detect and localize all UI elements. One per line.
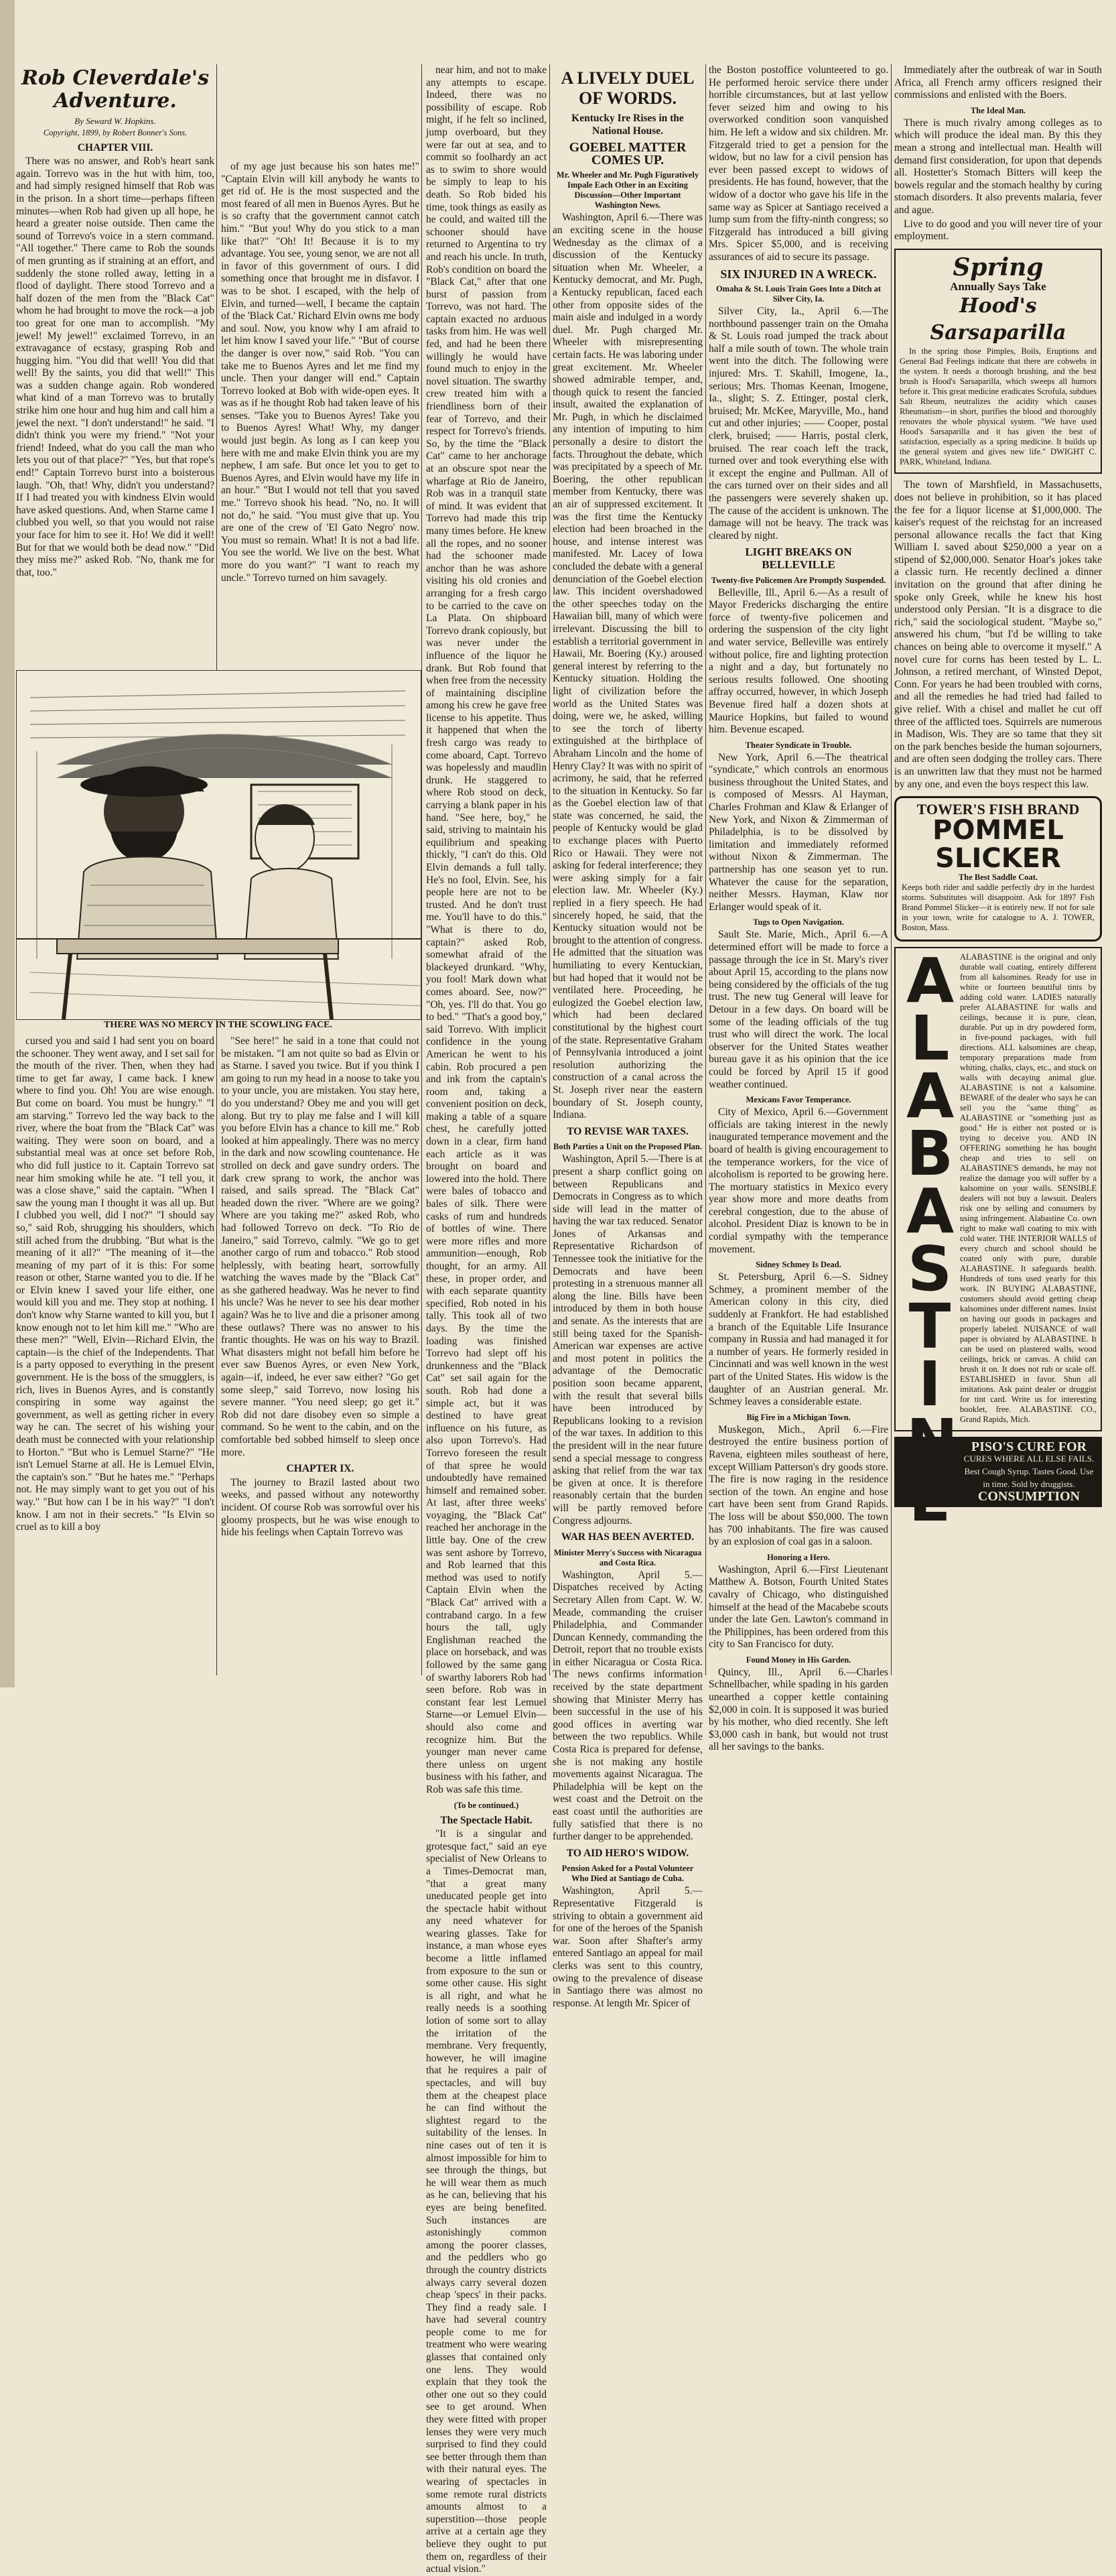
column-1 bbox=[16, 64, 214, 667]
article-text: the Boston postoffice volunteered to go. He performed heroic service there under horrible circumstances, but at last yellow fever seized him and owing to his overworked condition soon vanquished him. He left a widow and six children. Mr. Fitzgerald tried to get a pension for the widow, but no law for a civil pension has ever been passed except to widows of presidents. He has found, however, that the widow of a doctor who gave his life in the same way as Spicer at Santiago received a lump sum from the fifty-ninth congress; so Fitzgerald has introduced a bill giving Mrs. Spicer $5,000, and is receiving assurances of aid to secure its passage. bbox=[709, 64, 888, 263]
article-heading: The Spectacle Habit. bbox=[440, 1814, 533, 1826]
article-text: Silver City, Ia., April 6.—The northbound passenger train on the Omaha & St. Louis road jumped the track about half a mile south of town. The whole train went into the ditch. The following were injured: Mrs. T. Skahill, Imogene, Ia., serious; Mrs. Thomas Keenan, Imogene, Ia., slight; S. Z. Ettinger, postal clerk, bruised; Mr. McKee, Maryville, Mo., hand cut and other injuries; —— Cooper, postal clerk, bruised; —— Harris, postal clerk, bruised. The rear coach left the track, turned over and took everything else with it except the engine and Pullman. All of the cars turned over on their sides and all the passengers were severely shaken up. The cause of the accident is unknown. The damage will not be heavy. The track was cleared by night. bbox=[709, 306, 888, 541]
article-heading: Big Fire in a Michigan Town. bbox=[746, 1412, 851, 1422]
article-heading: LIGHT BREAKS ON BELLEVILLE bbox=[745, 545, 852, 571]
subheadline: Kentucky Ire Rises in the National House. bbox=[571, 113, 684, 137]
column-5 bbox=[709, 64, 888, 1753]
article-text: The town of Marshfield, in Massachusetts, does not believe in prohibition, so it has placed the fee for a liquor license at $1,000,000. The kaiser's request of the reichstag for an increased personal allowance recalls the fact that King William I. saved about $250,000 a year on a stipend of $2,000,000. Senator Hoar's jokes take a classic turn. He recently declined a dinner invitation on the ground that after dining he spoke only Greek, while he knew his host understood only Persian. "It is a disgrace to die rich," said the sociological student. "Maybe so," answered his chum, "but I'd be willing to take chances on being able to overcome it myself." A novel cure for corns has been tested by L. L. Johnson, a retired merchant, of Winsted Depot, Conn. For years he had been troubled with corns, and all the remedies he had tried had failed to give relief. With a chisel and mallet he cut off three of the afflicted toes. Squirrels are numerous in Madison, Wis. They are so tame that they sit on the park benches beside the human sojourners, and are often seen dodging the trolley cars. There is an unwritten law that they must not be harmed by any one, and even the boys respect this law. bbox=[894, 479, 1102, 790]
headline: A LIVELY DUEL OF WORDS. bbox=[561, 68, 695, 108]
ad-line: CURES WHERE ALL ELSE FAILS. Best Cough Syrup. Tastes Good. Use in time. Sold by druggists. bbox=[963, 1454, 1095, 1489]
ad-brand: Hood's Sarsaparilla bbox=[930, 294, 1066, 345]
article-text: New York, April 6.—The theatrical "syndicate," which controls an enormous business throughout the United States, and is composed of Messrs. Al Hayman, Charles Frohman and Klaw & Erlanger of New York, and Nixon & Zimmerman of Philadelphia, is to be dissolved by limitation and immediately reformed without Nixon & Zimmerman. The partnership has one season yet to run. Whatever the cause for the separation, neither Messrs. Hayman, Klaw nor Erlanger would speak of it. bbox=[709, 751, 888, 913]
article-heading: Honoring a Hero. bbox=[767, 1552, 830, 1562]
story-text: near him, and not to make any attempts to escape. Indeed, there was no possibility of escape. Rob might, if he felt so inclined, jump overboard, but they were far out at sea, and to commit so foolhardy an act as to swim to shore would be simply to leap to his death. So Rob bided his time, took things as easily as he could, and waited till the schooner should have returned to Argentina to try and reach his uncle. In truth, Rob's condition on board the "Black Cat," after that one burst of passion from Torrevo, was not hard. The captain exacted no arduous tasks from him. He was well fed, and had he been there willingly he would have found much to enjoy in the novel situation. The swarthy crew treated him with a friendliness born of their fear of Torrevo, and their respect for Torrevo's friends. So, by the time the "Black Cat" came to her anchorage at an obscure spot near the wharfage at Rio de Janeiro, Rob was in a tranquil state of mind. It was evident that Torrevo had made this trip many times before. He knew all the ropes, and no sooner had the schooner made anchor than he was ashore visiting his old cronies and arranging for a fresh cargo to be carried to the cave on La Plata. On shipboard Torrevo drank copiously, but was never under the influence of the liquor he drank. But Rob found that when free from the necessity of maintaining discipline among his crew he gave free license to his appetite. Thus it happened that when the fresh cargo was ready to come aboard, Capt. Torrevo was hopelessly and maudlin drunk. He staggered to where Rob stood on deck, carrying a blank paper in his hand. "See here, boy," he said, striving to maintain his equilibrium and speaking thickly, "I can't do this. Old Elvin demands a full tally. He's no fool, Elvin. See, his people here are not to be trusted. And he don't trust me. You'll have to do this." "What is there to do, captain?" asked Rob, somewhat afraid of the blackeyed drunkard. "Why, you fool! Mark down what comes aboard. See, now?" "Oh, yes. I'll do that. You go to bed." "That's a good boy," said Torrevo. With implicit confidence in the young American he went to his cabin. Rob procured a pen and ink from the captain's room and, taking a convenient position on deck, making a table of a square chest, he carefully jotted down in a clear, firm hand each article as it was brought on board and lowered into the hold. There were bales of tobacco and bales of silk. There were casks of rum and hundreds of bottles of wine. There were more rifles and more ammunition—enough, Rob thought, for an army. All these, in proper order, and with each separate quantity specified, Rob noted in his tally. This took all of two days. By the time the loading was finished Torrevo had slept off his drunkenness and the "Black Cat" set sail again for the south. Rob had done a simple act, but it was destined to have great influence on his future, as also upon Torrevo's. Had Torrevo foreseen the result of that spree he would undoubtedly have remained himself and remained sober. At last, after three weeks' voyaging, the "Black Cat" reached her anchorage in the little bay. One of the crew was sent ashore by Torrevo, and Rob learned that this method was used to notify Captain Elvin when the "Black Cat" arrived with a contraband cargo. In a few hours the tall, ugly Englishman reached the place on horseback, and was followed by the same gang of swarthy laborers Rob had seen before. Rob was in constant fear lest Lemuel Starne—or Lemuel Elvin—should also come and recognize him. But the younger man never came there unless on urgent business with his father, and Rob was safe this time. bbox=[426, 64, 547, 1795]
alabastine-vertical-word bbox=[900, 944, 960, 1535]
ad-product: POMMEL SLICKER bbox=[932, 814, 1064, 874]
continued-note: (To be continued.) bbox=[454, 1800, 519, 1810]
deck: Omaha & St. Louis Train Goes Into a Ditch at Silver City, Ia. bbox=[715, 284, 882, 304]
torn-edge bbox=[0, 0, 15, 1687]
article-text: Belleville, Ill., April 6.—As a result of Mayor Fredericks discharging the entire force of twenty-five policemen and ordering the suspension of the city light and water service, Belleville was entirely without police, fire and lighting protection a night and a day, but fortunately no serious results followed. One shooting affray occurred, however, in which Joseph Bevenue fired half a dozen shots at Maurice Hopkins, but failed to wound him. Bevenue escaped. bbox=[709, 586, 888, 736]
deck: Mr. Wheeler and Mr. Pugh Figuratively Impale Each Other in an Exciting Discussion—Other Important Washington News. bbox=[556, 170, 699, 210]
story-copyright: Copyright, 1899, by Robert Bonner's Sons. bbox=[43, 127, 188, 137]
article-text: Washington, April 5.—There is at present a sharp conflict going on between Republicans and Democrats in Congress as to which side will lead in the matter of having the war tax reduced. Senator Jones of Arkansas and Representative Richardson of Tennessee took the initiative for the Democrats and have been protesting in a strenuous manner all along the line. Bills have been introduced by them in both house and senate. As the interests that are still being taxed for the Spanish-American war expenses are active and most potent in politics the advantage of the Democratic position soon became apparent, with the result that several bills have been introduced by Republicans looking to a revision of the war taxes. In addition to this the president will in the near future send a special message to congress asking that relief from the war tax be given at once. It is therefore reasonably certain that the burden will be partly removed before Congress adjourns. bbox=[553, 1153, 703, 1527]
column-2 bbox=[221, 161, 419, 667]
ad-title: Spring bbox=[953, 253, 1044, 281]
article-heading: Tugs to Open Navigation. bbox=[753, 917, 844, 927]
hoods-sarsaparilla-ad bbox=[894, 249, 1102, 474]
story-text: cursed you and said I had sent you on board the schooner. They went away, and I set sail for the mouth of the river. Then, when they had time to get far away, I came back. I knew where to find you. Oh! You are wise enough. But come on board. You must be hungry." "I am starving." Torrevo led the way back to the river, where the boat from the "Black Cat" was waiting. They were soon on board, and a substantial meal was at once set before Rob, who did full justice to it. Captain Torrevo sat near him smoking while he ate. "I tell you, it was a close shave," said the captain. "When I saw the young man I thought it was all up. But I clubbed you well, did I not?" "I should say so," said Rob, shrugging his shoulders, which still ached from the drubbing. "But what is the meaning of it all?" "The meaning of it—the meaning of my part of it is this: For some reason or other, Starne wanted you to die. If he or Elvin knew I saved your life either, one would kill you and me. They stop at nothing. I don't know why Starne wanted to kill you, but I know enough not to let him kill me." "Who are these men?" "Well, Elvin—Richard Elvin, the captain—is the chief of the Independents. That is a party opposed to everything in the present government. He is the boss of the smugglers, is rich, lives in Buenos Ayres, and is constantly conspiring in some way against the government, as well as getting richer in every way he can. The secret of his wishing your death must be connected with your relationship to Horton." "But who is Lemuel Starne?" "He isn't Lemuel Starne at all. He is Lemuel Elvin, the captain's son." "But he hates me." "Perhaps not. He may simply want to get you out of his way." "But how can I be in his way?" "I don't know. I am not in their secrets." "Is Elvin so cruel as to kill a boy bbox=[16, 1035, 214, 1533]
ad-line: Annually Says Take bbox=[950, 279, 1046, 293]
alabastine-word: ALABASTINE bbox=[906, 944, 958, 1535]
column-rule bbox=[891, 64, 892, 1675]
article-text: Quincy, Ill., April 6.—Charles Schnellbacher, while spading in his garden unearthed a copper kettle containing $2,000 in coin. It is supposed it was buried by his mother, who died recently. She left $3,000 cash in bank, but would not trust all her savings to the banks. bbox=[709, 1666, 888, 1753]
ad-brand: PISO'S CURE FOR bbox=[971, 1439, 1087, 1454]
chapter-heading: CHAPTER IX. bbox=[286, 1463, 354, 1475]
column-rule bbox=[421, 64, 422, 1675]
illustration-drawing bbox=[17, 671, 421, 1019]
article-text: There is much rivalry among colleges as to which will produce the ideal man. By this they mean a strong and intellectual man. Health will demand first consideration, for upon that depends all. Hostetter's Stomach Bitters will keep the bowels regular and the stomach healthy by curing stomach disorders. It also prevents malaria, fever and ague. bbox=[894, 117, 1102, 216]
deck: Twenty-five Policemen Are Promptly Suspended. bbox=[711, 575, 886, 585]
article-text: Muskegon, Mich., April 6.—Fire destroyed the entire business portion of Ravena, eighteen miles southeast of here, except William Patterson's dry goods store. The fire is now raging in the residence section of the town. An engine and hose cart have been sent from Grand Rapids. The loss will be about $50,000. The town has 700 inhabitants. The fire was caused by an explosion of coal gas in a saloon. bbox=[709, 1423, 888, 1548]
article-text: Washington, April 5.—Representative Fitzgerald is striving to obtain a government aid for one of the heroes of the Spanish war. Soon after Shafter's army entered Santiago an appeal for mail clerks was sent to this country, owing to the prevalence of disease in Santiago there was almost no response. At length Mr. Spicer of bbox=[553, 1885, 703, 2009]
article-heading: Theater Syndicate in Trouble. bbox=[745, 740, 852, 750]
story-text: The journey to Brazil lasted about two weeks, and passed without any noteworthy incident. Of course Rob was sorrowful over his gloomy prospects, but he was wise enough to hide his feelings when Captain Torrevo was bbox=[221, 1476, 419, 1539]
deck: Pension Asked for a Postal Volunteer Who Died at Santiago de Cuba. bbox=[561, 1864, 694, 1884]
deck: Minister Merry's Success with Nicaragua and Costa Rica. bbox=[553, 1547, 702, 1567]
article-text: St. Petersburg, April 6.—S. Sidney Schmey, a prominent member of the American colony in this city, died suddenly at Frankfort. He had established a branch of the Equitable Life Insurance company in Russia and had managed it for a number of years. He formerly resided in Cincinnati and was well known in the west part of the United States. His widow is the daughter of an Austrian general. Mr. Schmey leaves a considerable estate. bbox=[709, 1271, 888, 1408]
article-heading: Sidney Schmey Is Dead. bbox=[756, 1260, 841, 1270]
column-6 bbox=[894, 64, 1102, 1675]
towers-fish-brand-ad bbox=[894, 796, 1102, 942]
article-text: Washington, April 5.—Dispatches received by Acting Secretary Allen from Capt. W. W. Meade, commanding the cruiser Philadelphia, and Commander Duncan Kennedy, commanding the Detroit, report that no trouble exists in either Nicaragua or Costa Rica. The news confirms information received by the state department showing that Minister Merry has been successful in the use of his good offices in averting war between the two republics. While Costa Rica is prepared for defense, she is not making any hostile movements against Nicaragua. The Philadelphia will be kept on the west coast and the Detroit on the east coast until the authorities are fully satisfied that there is no further danger to be apprehended. bbox=[553, 1569, 703, 1843]
column-4 bbox=[553, 64, 703, 2009]
column-rule bbox=[549, 64, 550, 1675]
article-text: "It is a singular and grotesque fact," said an eye specialist of New Orleans to a Times-Democrat man, "that a great many uneducated people get into the spectacle habit without any need whatever for wearing glasses. Take for instance, a man whose eyes become a little inflamed from exposure to the sun or some other cause. His sight is all right, and what he really needs is a soothing lotion of some sort to allay the irritation of the membrane. Very frequently, however, he will imagine that he requires a pair of spectacles, and will buy them at the cheapest place he can find without the slightest regard to the suitability of the lenses. In nine cases out of ten it is almost impossible for him to see through the things, but he will wear them as much as he can, believing that his eyes are being benefited. Such instances are astonishingly common among the poorer classes, and the peddlers who go through the country districts always carry several dozen cheap 'specs' in their packs. They find a ready sale. I have had several country people come to me for treatment who were wearing glasses that contained only one lens. They would explain that they took the other one out so they could see to get around. When they were fitted with proper lenses they were very much surprised to find they could see better through them than with their natural eyes. The wearing of spectacles in some remote rural districts amounts almost to a superstition—those people arrive at a certain age they believe they ought to put them on, regardless of their actual vision." bbox=[426, 1828, 547, 2575]
article-heading: Mexicans Favor Temperance. bbox=[746, 1095, 851, 1105]
article-text: City of Mexico, April 6.—Government officials are taking interest in the newly inaugurated temperance movement and the board of health is giving encouragement to the temperance workers, for the vice of alcoholism is reported to be growing here. The mortuary statistics in Mexico every year show more and more deaths from cerebral congestion, due to the abuse of alcohol. President Diaz is known to be in cordial sympathy with the temperance movement. bbox=[709, 1106, 888, 1255]
ad-text: ALABASTINE is the original and only durable wall coating, entirely different from all kalsomines. Ready for use in white or fourteen beautiful tints by adding cold water. LADIES naturally prefer ALABASTINE for walls and ceilings, because it is pure, clean, durable. Put up in dry powdered form, in five-pound packages, with full directions. ALL kalsomines are cheap, temporary preparations made from whiting, chalks, clays, etc., and stuck on walls with decaying animal glue. ALABASTINE is not a kalsomine. BEWARE of the dealer who says he can sell you the "same thing" as ALABASTINE or "something just as good." He is either not posted or is trying to deceive you. AND IN OFFERING something he has bought cheap and tries to sell on ALABASTINE'S demands, he may not realize the damage you will suffer by a kalsomine on your walls. SENSIBLE dealers will not buy a lawsuit. Dealers risk one by selling and consumers by using infringement. Alabastine Co. own right to make wall coating to mix with cold water. THE INTERIOR WALLS of every church and school should be coated only with pure, durable ALABASTINE. It safeguards health. Hundreds of tons used yearly for this work. IN BUYING ALABASTINE, customers should avoid getting cheap kalsomines under different names. Insist on having our goods in packages and properly labeled. NUISANCE of wall paper is obviated by ALABASTINE. It can be used on plastered walls, wood ceilings, brick or canvas. A child can brush it on. It does not rub or scale off. ESTABLISHED in favor. Shun all imitations. Ask paint dealer or druggist for tint card. Write us for interesting booklet, free. ALABASTINE CO., Grand Rapids, Mich. bbox=[960, 952, 1097, 1424]
article-heading: WAR HAS BEEN AVERTED. bbox=[561, 1531, 695, 1543]
deck: Both Parties a Unit on the Proposed Plan. bbox=[553, 1142, 702, 1152]
story-text: of my age just because his son hates me!" "Captain Elvin will kill anybody he wants to get rid of. He is the most suspected and the most feared of all men in Buenos Ayres. But he is so crafty that the government cannot catch him." "But you! Why do you stick to a man like that?" "Oh! It! Because it is to my advantage. You see, young senor, we are not all in favor of this government of ours. I did something once that brought me in disfavor. I was to be shot. I escaped, with the help of Elvin, and turned—well, I became the captain of the 'Black Cat.' Richard Elvin owns me body and soul. Now, you know why I am afraid to let him know I saved your life." "But of course the danger is over now," said Rob. "You can take me to Buenos Ayres and let me find my uncle. Then your danger will end." Captain Torrevo looked at Bob with wide-open eyes. It was as if he thought Rob had taken leave of his senses. "Take you to Buenos Ayres! Take you to Buenos Ayres! What! Why, my danger would just begin. As long as I can keep you here with me and make Elvin think you are my nephew, I am safe. But once let you to get to Buenos Ayres, and Elvin would have my life in an hour." "But I would not tell that you saved me." Torrevo shook his head. "No, no. It will not do," he said. "You must give that up. You are one of the crew of 'El Gato Negro' now. You must so remain. What! It is not a bad life. You see the world. We live on the best. What more do you want?" "I want to reach my uncle." Torrevo turned on him savagely. bbox=[221, 161, 419, 584]
chapter-heading: CHAPTER VIII. bbox=[77, 141, 153, 153]
article-heading: TO AID HERO'S WIDOW. bbox=[566, 1847, 689, 1859]
ad-text: In the spring those Pimples, Boils, Eruptions and General Bad Feelings indicate that there are cobwebs in the system. It needs a thorough brushing, and the best brush is Hood's Sarsaparilla, which sweeps all humors before it. This great medicine eradicates Scrofula, subdues Salt Rheum, neutralizes the acidity which causes Rheumatism—in short, purifies the blood and thoroughly renovates the whole physical system. "We have used Hood's Sarsaparilla and it has given the best of satisfaction, especially as a spring medicine. It builds up the general system and gives new life." DWIGHT C. PARK, Whiteland, Indiana. bbox=[900, 346, 1097, 467]
ad-word: CONSUMPTION bbox=[977, 1489, 1080, 1504]
subheadline: GOEBEL MATTER COMES UP. bbox=[569, 140, 687, 168]
ad-brand: TOWER'S FISH BRAND bbox=[916, 801, 1080, 818]
story-illustration bbox=[16, 670, 421, 1020]
ad-sub: The Best Saddle Coat. bbox=[958, 872, 1038, 882]
story-text: There was no answer, and Rob's heart sank again. Torrevo was in the hut with him, too, and had simply resigned himself that Rob was in the prison. In a short time—perhaps fifteen minutes—when Rob had given up all hope, he heard a greater noise outside. Then came the sound of Torrevo's voice in a stern command. "All together." There came to Rob the sounds of men grunting as if straining at an effort, and suddenly the stone rolled away, letting in a flood of daylight. There stood Torrevo and a half dozen of the men from the "Black Cat" whom he had brought to move the rock—a job too great for one man to accomplish. "My jewel! My jewel!" exclaimed Torrevo, in an extravagance of ecstasy, grasping Rob and hugging him. "You did that well! You did that well! By the saints, you did that well!" This was a sudden change again. Rob wondered what kind of a man Torrevo was to brutally strike him one hour and hug him and call him a jewel the next. "I don't understand!" he said. "I didn't think you were my friend." "Not your friend! Indeed, what do you call the man who lets you out of that place?" "Yes, but that rope's end!" Captain Torrevo burst into a boisterous laugh. "Oh, that! Why, didn't you understand? If I had treated you with kindness Elvin would have asked questions. And, when Starne came I clubbed you well, so that you would not raise your face for him to see it. Ho! We did it well! But for that we would both be dead now." "Did they miss me?" asked Rob. "No, thank me for that, too." bbox=[16, 155, 214, 578]
article-text: Live to do good and you will never tire of your employment. bbox=[894, 218, 1102, 243]
article-heading: Found Money in His Garden. bbox=[746, 1655, 851, 1665]
column-rule bbox=[705, 64, 706, 1675]
story-text: "See here!" he said in a tone that could not be mistaken. "I am not quite so bad as Elvin or as Starne. I saved you twice. But if you think I am going to run my head in a noose to take you to your uncle, you are mistaken. You stay here, do you understand? Obey me and you will get along. But try to play me false and I will kill you before Elvin has a chance to kill me." Rob looked at him appealingly. There was no mercy in the dark and now scowling countenance. He strolled on deck and gave sundry orders. The dark crew sprang to work, the anchor was raised, and sails spread. The "Black Cat" headed down the river. "Where are we going? Where are you taking me?" asked Rob, who had followed Torrevo on deck. "To Rio de Janeiro," said Torrevo, calmly. "We go to get another cargo of rum and tobacco." Rob stood helplessly, with beating heart, sorrowfully watching the waves made by the "Black Cat" as she gathered headway. Was he never to find his uncle? Was he never to see his dear mother again? Was he to live and die a prisoner among these outlaws? There was no answer to his frantic thoughts. He was on his way to Brazil. What disasters might not befall him before he ever saw Buenos Ayres, or even New York, again—if, indeed, he ever saw either? "Go get some sleep," said Torrevo, now losing his severe manner. "You need sleep; go get it." Rob did not dare disobey even so simple a command. So he went to the cabin, and on the comfortable bed sobbed himself to sleep once more. bbox=[221, 1035, 419, 1458]
article-text: Immediately after the outbreak of war in South Africa, all French army officers resigned their commissions and enlisted with the Boers. bbox=[894, 64, 1102, 101]
column-2-lower bbox=[221, 1035, 419, 1675]
article-heading: The Ideal Man. bbox=[970, 105, 1026, 115]
story-byline: By Seward W. Hopkins. bbox=[74, 116, 156, 126]
illustration-caption: THERE WAS NO MERCY IN THE SCOWLING FACE. bbox=[104, 1020, 332, 1030]
article-heading: SIX INJURED IN A WRECK. bbox=[720, 267, 877, 281]
article-text: Washington, April 6.—First Lieutenant Matthew A. Botson, Fourth United States cavalry of Chicago, who distinguished himself at the head of the Macabebe scouts under the late Gen. Lawton's command in the Philippines, has been ordered from this city to San Francisco for duty. bbox=[709, 1563, 888, 1651]
column-3 bbox=[426, 64, 547, 2575]
story-title: Rob Cleverdale's Adventure. bbox=[21, 66, 210, 113]
ad-text: Keeps both rider and saddle perfectly dry in the hardest storms. Substitutes will disappoint. Ask for 1897 Fish Brand Pommel Slicker—it is entirely new. If not for sale in your town, write for catalogue to A. J. TOWER, Boston, Mass. bbox=[902, 882, 1095, 932]
article-text: Sault Ste. Marie, Mich., April 6.—A determined effort will be made to force a passage through the ice in St. Mary's river about April 15, according to the plans now being considered by the officials of the tug trust. The new tug General will leave for Detour in a few days. On board will be some of the leading officials of the tug trust who will direct the work. The local observer for the United States weather bureau gave it as his opinion that the ice could be forced by April 15 if good weather continued. bbox=[709, 929, 888, 1090]
column-1-lower bbox=[16, 1035, 214, 1675]
article-text: Washington, April 6.—There was an exciting scene in the house Wednesday as the climax of a discussion of the Kentucky situation when Mr. Wheeler, a Kentucky democrat, and Mr. Pugh, a Kentucky republican, faced each other from opposite sides of the main aisle and indulged in a wordy duel. Mr. Pugh charged Mr. Wheeler with misrepresenting certain facts. He was laboring under great excitement. Mr. Wheeler showed admirable temper, and, though quick to resent the fancied insult, awaited the explanation of Mr. Pugh, in which he disclaimed any intention of imputing to him personally a desire to distort the facts. Throughout the debate, which was precipitated by a speech of Mr. Boering, the other republican member from Kentucky, there was an air of suppressed excitement. It was the first time the Kentucky election had been broached in the house, and intense interest was manifested. Mr. Lacey of Iowa concluded the debate with a general denunciation of the Goebel election law. This incident overshadowed the other speeches today on the Hawaiian bill, many of which were irrelevant. Discussing the bill to establish a territorial government in Hawaii, Mr. Boering (Ky.) aroused general interest by referring to the Kentucky situation. Holding the light of civilization before the world as the United States was doing, were we, he asked, willing to see the torch of liberty extinguished at the birthplace of Abraham Lincoln and the home of Henry Clay? It was with no spirit of acrimony, he said, that he referred to the situation in Kentucky. So far as the Goebel election law of that state was concerned, he said, the people of Kentucky would be glad to exchange places with Puerto Rico or Hawaii. They were not asking for federal interference; they were asking simply for a fair election law. Mr. Wheeler (Ky.) replied in a fiery speech. He had sincerely hoped, he said, that the Kentucky situation would not be brought to the attention of congress. He admitted that the situation was humiliating to every Kentuckian, but had hoped that it would not be ventilated here. Proceeding, he eulogized the Goebel election law, which had been declared constitutional by the highest court of the state. Representative Graham of Pennsylvania introduced a joint resolution authorizing the construction of a canal across the St. Joseph river near the eastern boundary of St. Joseph county, Indiana. bbox=[553, 212, 703, 1121]
article-heading: TO REVISE WAR TAXES. bbox=[567, 1125, 689, 1137]
